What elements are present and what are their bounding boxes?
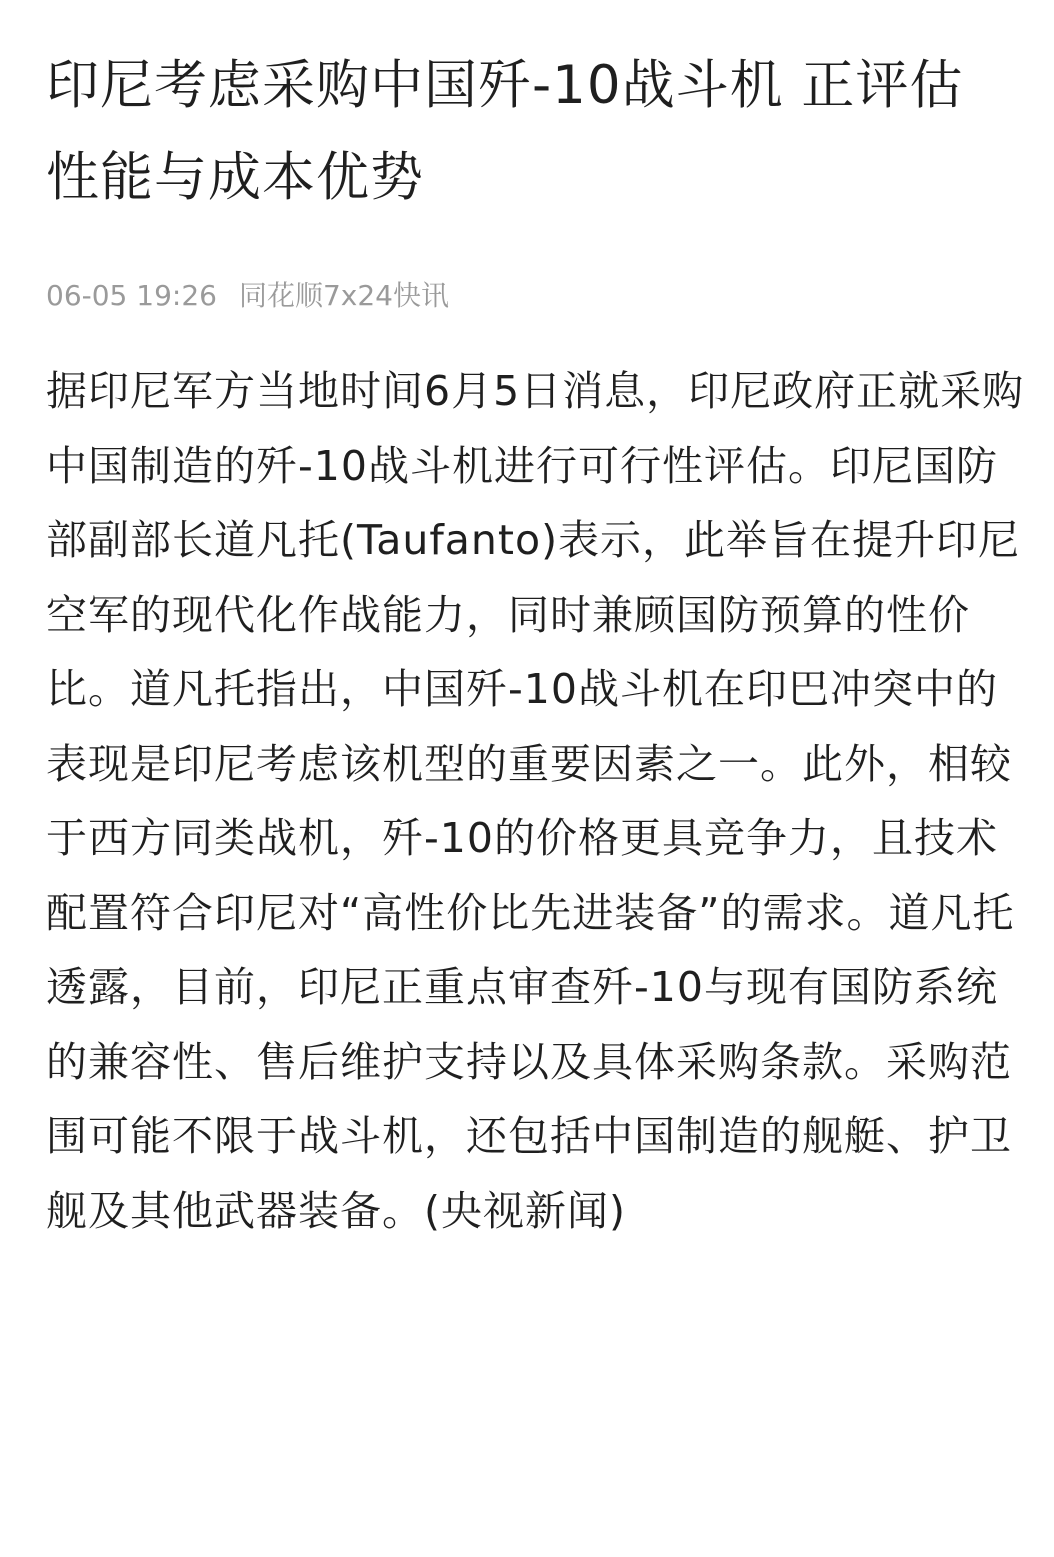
article-source[interactable]: 同花顺7x24快讯 bbox=[238, 279, 449, 312]
article-body: 据印尼军方当地时间6月5日消息，印尼政府正就采购中国制造的歼-10战斗机进行可行性评估。印尼国防部副部长道凡托(Taufanto)表示，此举旨在提升印尼空军的现代化作战能力，同时兼顾国防预算的性价比。道凡托指出，中国歼-10战斗机在印巴冲突中的表现是印尼考虑该机型的重要因素之一。此外，相较于西方同类战机，歼-10的价格更具竞争力，且技术配置符合印尼对“高性价比先进装备”的需求。道凡托透露，目前，印尼正重点审查歼-10与现有国防系统的兼容性、售后维护支持以及具体采购条款。采购范围可能不限于战斗机，还包括中国制造的舰艇、护卫舰及其他武器装备。(央视新闻) bbox=[46, 367, 1025, 1235]
publish-datetime: 06-05 19:26 bbox=[46, 279, 217, 312]
article-title: 印尼考虑采购中国歼-10战斗机 正评估性能与成本优势 bbox=[46, 55, 964, 208]
article-meta bbox=[46, 276, 1054, 316]
